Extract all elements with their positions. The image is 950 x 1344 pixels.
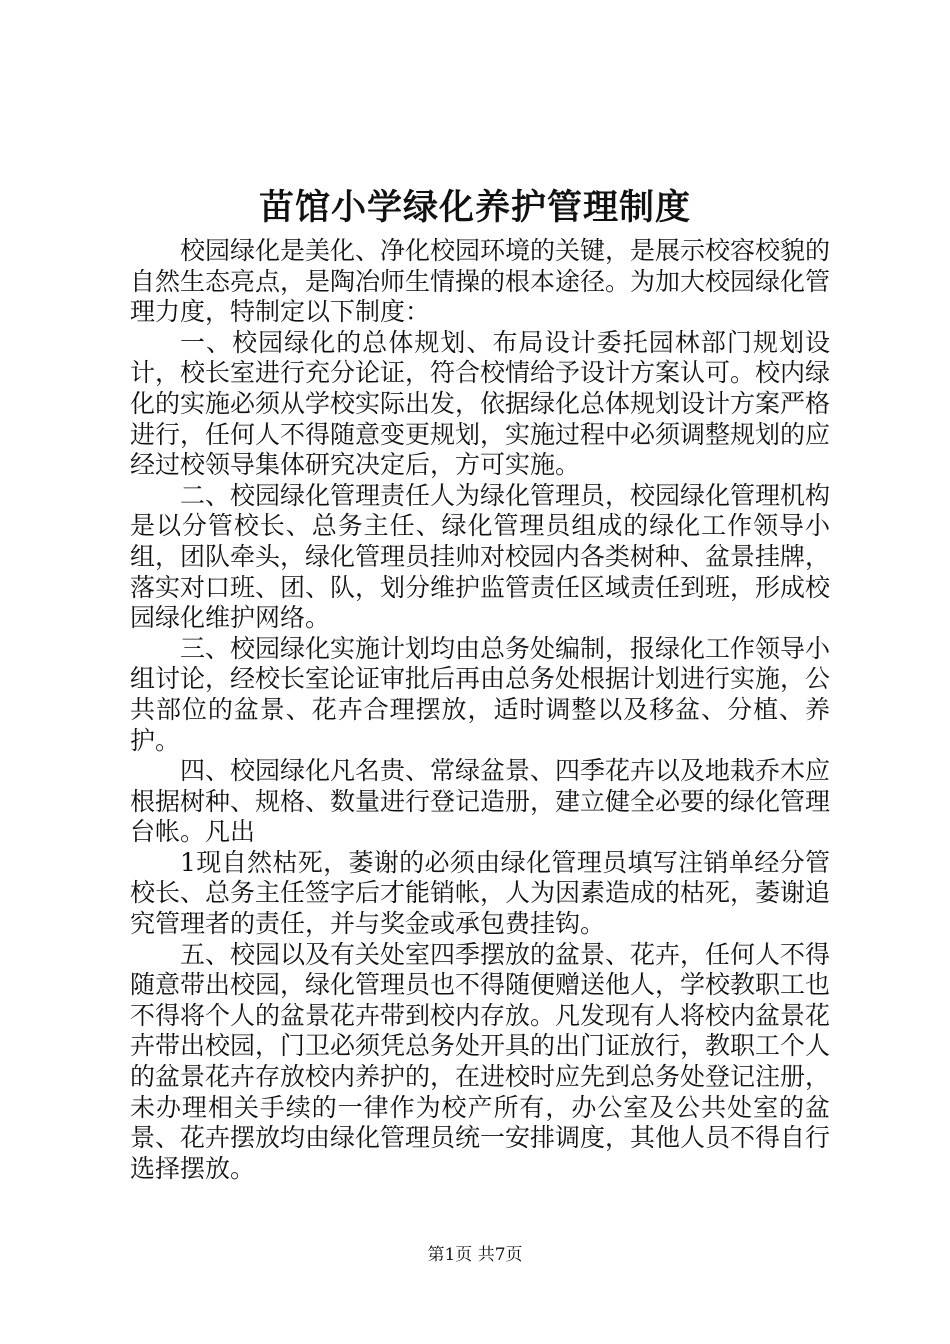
document-body (130, 236, 830, 1184)
paragraph-section-2: 二、校园绿化管理责任人为绿化管理员，校园绿化管理机构是以分管校长、总务主任、绿化管理员组成的绿化工作领导小组，团队牵头，绿化管理员挂帅对校园内各类树种、盆景挂牌，落实对口班、团、队，划分维护监管责任区域责任到班，形成校园绿化维护网络。 (130, 480, 831, 633)
paragraph-intro: 校园绿化是美化、净化校园环境的关键，是展示校容校貌的自然生态亮点，是陶冶师生情操的根本途径。为加大校园绿化管理力度，特制定以下制度： (130, 236, 831, 327)
paragraph-section-1: 一、校园绿化的总体规划、布局设计委托园林部门规划设计，校长室进行充分论证，符合校情给予设计方案认可。校内绿化的实施必须从学校实际出发，依据绿化总体规划设计方案严格进行，任何人不得随意变更规划，实施过程中必须调整规划的应经过校领导集体研究决定后，方可实施。 (130, 327, 831, 480)
paragraph-section-3: 三、校园绿化实施计划均由总务处编制，报绿化工作领导小组讨论，经校长室论证审批后再由总务处根据计划进行实施，公共部位的盆景、花卉合理摆放，适时调整以及移盆、分植、养护。 (130, 633, 831, 755)
page-number-footer: 第1页 共7页 (427, 1245, 523, 1265)
paragraph-section-4: 四、校园绿化凡名贵、常绿盆景、四季花卉以及地栽乔木应根据树种、规格、数量进行登记造册，建立健全必要的绿化管理台帐。凡出 (130, 756, 831, 847)
document-title: 苗馆小学绿化养护管理制度 (258, 187, 691, 228)
paragraph-section-4-continued: 1现自然枯死，萎谢的必须由绿化管理员填写注销单经分管校长、总务主任签字后才能销帐，人为因素造成的枯死，萎谢追究管理者的责任，并与奖金或承包费挂钩。 (130, 847, 831, 939)
paragraph-section-5: 五、校园以及有关处室四季摆放的盆景、花卉，任何人不得随意带出校园，绿化管理员也不得随便赠送他人，学校教职工也不得将个人的盆景花卉带到校内存放。凡发现有人将校内盆景花卉带出校园，门卫必须凭总务处开具的出门证放行，教职工个人的盆景花卉存放校内养护的，在进校时应先到总务处登记注册，未办理相关手续的一律作为校产所有，办公室及公共处室的盆景、花卉摆放均由绿化管理员统一安排调度，其他人员不得自行选择摆放。 (130, 939, 831, 1183)
